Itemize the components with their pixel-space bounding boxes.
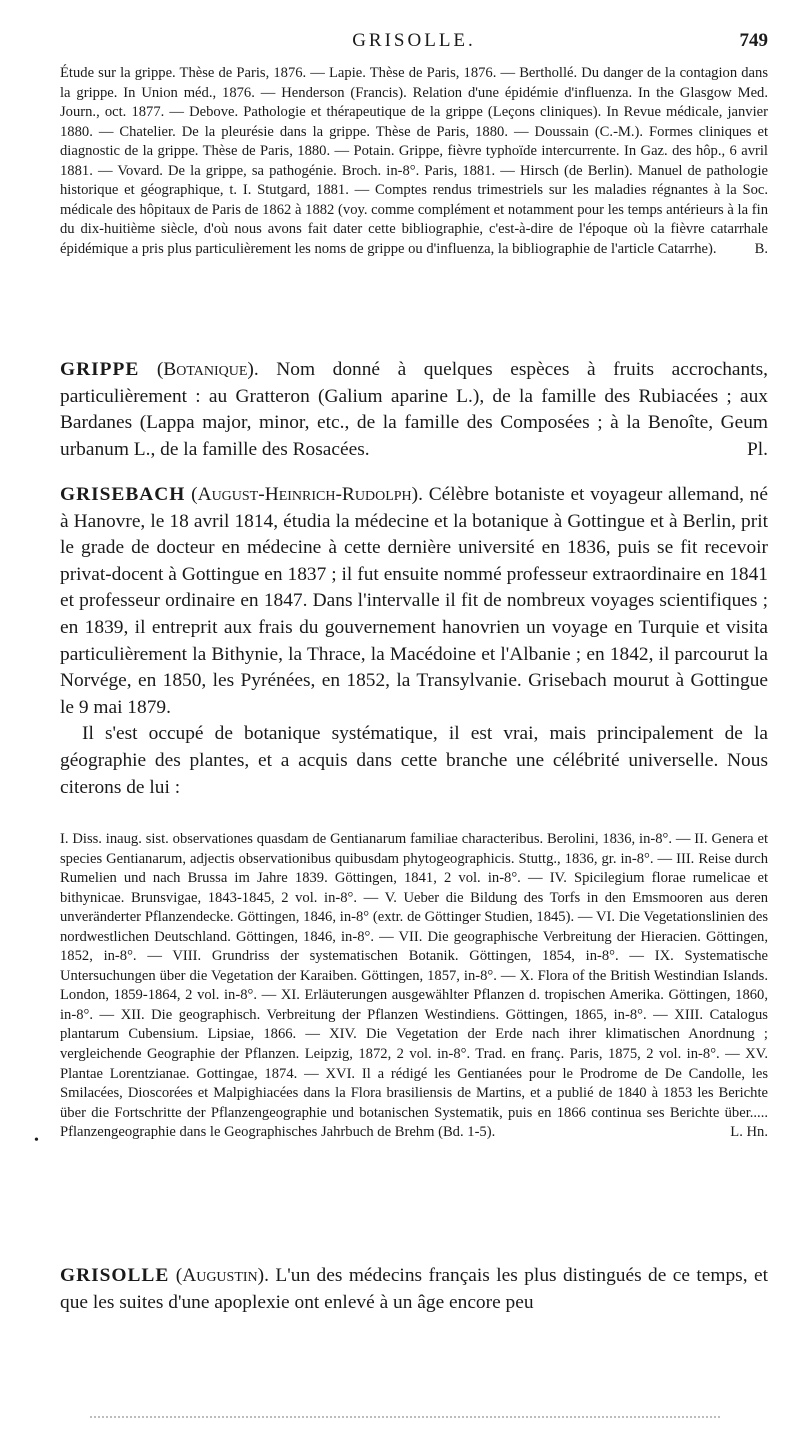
works-text: I. Diss. inaug. sist. observationes quasdam de Gentianarum familiae characteribus. Berolini, 1836, in-8°. — II. Genera et species Gentianarum, adjectis observationibus quibusdam phytogeographicis. Stuttg., 1836, gr. in-8°. — III. Reise durch Rumelien und nach Brussa im Jahre 1839. Göttingen, 1841, 2 vol. in-8°. — IV. Spicilegium florae rumelicae et bithynicae. Brunsvigae, 1843-1845, 2 vol. in-8°. — V. Ueber die Bildung des Torfs in den Emsmooren aus deren unveränderter Pflanzendecke. Göttingen, 1846, in-8° (extr. de Göttinger Studien, 1845). — VI. Die Vegetationslinien des nordwestlichen Deutschland. Göttingen, 1846, in-8°. — VII. Die geographische Verbreitung der Hieracien. Göttingen, 1852, in-8°. — VIII. Grundriss der systematischen Botanik. Göttingen, 1854, in-8°. — IX. Systematische Untersuchungen über die Vegetation der Karaiben. Göttingen, 1857, in-8°. — X. Flora of the British Westindian Islands. London, 1859-1864, 2 vol. in-8°. — XI. Erläuterungen ausgewählter Pflanzen d. tropischen Amerika. Göttingen, 1860, in-8°. — XII. Die geographisch. Verbreitung der Pflanzen Westindiens. Göttingen, 1865, in-8°. — XIII. Catalogus plantarum Cubensium. Lipsiae, 1866. — XIV. Die Vegetation der Erde nach ihrer klimatischen Anordnung ; vergleichende Geographie der Pflanzen. Leipzig, 1872, 2 vol. in-8°. Trad. en franç. Paris, 1875, 2 vol. in-8°. — XV. Plantae Lorentzianae. Gottingae, 1874. — XVI. Il a rédigé les Gentianées pour le Prodrome de De Candolle, les Smilacées, Dioscorées et Malpighiacées dans la Flora brasiliensis de Martins, et a publié de 1840 à 1853 les Berichte über die Fortschritte der Pflanzengeographie und botanischen Systematik, puis en 1866 continua ses Berichte über..... Pflanzengeographie dans le Geographisches Jahrbuch de Brehm (Bd. 1-5).: [60, 831, 768, 1141]
entry-qualifier: (Botanique).: [156, 359, 259, 380]
entry-text: L'un des médecins français les plus distingués de ce temps, et que les suites d'une apoplexie ont enlevé à un âge encore peu: [60, 1265, 768, 1313]
running-title: GRISOLLE.: [352, 30, 476, 51]
bibliography-continuation: [60, 64, 768, 259]
page-number: 749: [739, 30, 768, 51]
bibliography-text: Étude sur la grippe. Thèse de Paris, 1876. — Lapie. Thèse de Paris, 1876. — Berthollé. Du danger de la contagion dans la grippe. In Union méd., 1876. — Henderson (Francis). Relation d'une épidémie d'influenza. In the Glasgow Med. Journ., oct. 1877. — Debove. Pathologie et thérapeutique de la grippe (Leçons cliniques). In Revue médicale, janvier 1880. — Chatelier. De la pleurésie dans la grippe. Thèse de Paris, 1880. — Doussain (C.-M.). Formes cliniques et diagnostic de la grippe. Thèse de Paris, 1880. — Potain. Grippe, fièvre typhoïde intercurrente. In Gaz. des hôp., 6 avril 1881. — Vovard. De la grippe, sa pathogénie. Broch. in-8°. Paris, 1881. — Hirsch (de Berlin). Manuel de pathologie historique et géographique, t. I. Stutgard, 1881. — Comptes rendus trimestriels sur les maladies régnantes à la Soc. médicale des hôpitaux de Paris de 1862 à 1882 (voy. comme complément et notamment pour les temps antérieurs à la fin du dix-huitième siècle, d'où nous avons fait dater cette bibliographie, c'est-à-dire de l'époque où la fièvre catarrhale épidémique a pris plus particulièrement les noms de grippe ou d'influenza, la bibliographie de l'article Catarrhe).: [60, 65, 768, 257]
entry-headword: GRISEBACH: [60, 484, 186, 505]
bibliography-signature: B.: [754, 240, 768, 257]
grisebach-works-list: [60, 830, 768, 1143]
entry-biography: Célèbre botaniste et voyageur allemand, né à Hanovre, le 18 avril 1814, étudia la médecine et la botanique à Gottingue et à Berlin, prit le grade de docteur en médecine à cette dernière université en 1836, puis se fit recevoir privat-docent à Gottingue en 1837 ; il fut ensuite nommé professeur extraordinaire en 1841 et professeur ordinaire en 1847. Dans l'intervalle il fit de nombreux voyages scientifiques ; en 1839, il entreprit aux frais du gouvernement hanovrien un voyage en Turquie et visita particulièrement la Bithynie, la Thrace, la Macédoine et l'Albanie ; en 1842, il parcourut la Norvége, en 1850, les Pyrénées, en 1852, la Transylvanie. Grisebach mourut à Gottingue le 9 mai 1879.: [60, 484, 768, 718]
entry-grippe: [60, 357, 768, 463]
running-header: [60, 30, 768, 56]
entry-text: Nom donné à quelques espèces à fruits accrochants, particulièrement : au Gratteron (Galium aparine L.), de la famille des Rubiacées ; aux Bardanes (Lappa major, minor, etc., de la famille des Composées ; à la Benoîte, Geum urbanum L., de la famille des Rosacées.: [60, 359, 768, 460]
bleed-through-line: [90, 1416, 720, 1418]
margin-marker: •: [34, 1133, 39, 1148]
works-signature: L. Hn.: [730, 1124, 768, 1141]
entry-intro-works: Il s'est occupé de botanique systématique, il est vrai, mais principalement de la géographie des plantes, et a acquis dans cette branche une célébrité universelle. Nous citerons de lui :: [60, 723, 768, 798]
entry-qualifier: (Augustin).: [175, 1265, 269, 1286]
entry-headword: GRIPPE: [60, 359, 140, 380]
entry-qualifier: (August-Heinrich-Rudolph).: [191, 484, 423, 505]
entry-grisolle: [60, 1263, 768, 1316]
entry-signature: Pl.: [746, 438, 768, 460]
entry-grisebach: [60, 482, 768, 801]
entry-headword: GRISOLLE: [60, 1265, 170, 1286]
